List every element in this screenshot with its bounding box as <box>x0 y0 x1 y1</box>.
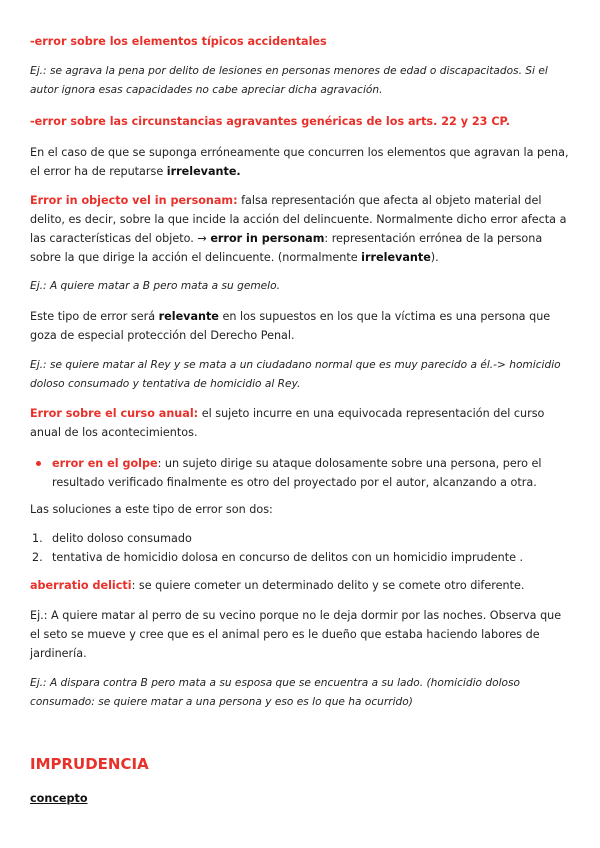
list-item-number: 1. <box>32 532 43 545</box>
heading-error-circunstancias: -error sobre las circunstancias agravantes genéricas de los arts. 22 y 23 CP. <box>30 115 510 128</box>
list-item <box>30 548 572 567</box>
list-item-text: delito doloso consumado <box>52 532 192 545</box>
list-item <box>30 529 572 548</box>
paragraph-aberratio <box>30 576 572 595</box>
paragraph-relevante <box>30 307 572 345</box>
paragraph-error-objeto <box>30 191 572 267</box>
term-irrelevante: irrelevante. <box>166 165 241 178</box>
example-esposa: Ej.: A dispara contra B pero mata a su esposa que se encuentra a su lado. (homicidio doloso consumado: se quiere matar a una persona y eso es lo que ha ocurrido) <box>30 677 520 708</box>
term-aberratio-delicti: aberratio delicti <box>30 579 132 592</box>
heading-imprudencia: IMPRUDENCIA <box>30 755 149 773</box>
paragraph-curso-anual-text: el sujeto incurre en una equivocada representación del curso anual de los acontecimientos. <box>30 407 545 439</box>
term-error-curso-anual: Error sobre el curso anual: <box>30 407 199 420</box>
example-perro: Ej.: A quiere matar al perro de su vecino porque no le deja dormir por las noches. Observa que el seto se mueve y cree que es el animal pero es le dueño que estaba haciendo labores de jardinería. <box>30 609 562 660</box>
list-item-text: tentativa de homicidio dolosa en concurso de delitos con un homicidio imprudente . <box>52 551 524 564</box>
paragraph-caso-text: En el caso de que se suponga erróneamente que concurren los elementos que agravan la pena, el error ha de reputarse <box>30 146 569 178</box>
paragraph-error-objeto-end: ). <box>430 251 439 264</box>
paragraph-relevante-text-2: en los supuestos en los que la víctima es una persona que goza de especial protección del Derecho Penal. <box>30 310 551 342</box>
paragraph-curso-anual <box>30 404 572 442</box>
ordered-list <box>30 529 572 567</box>
bullet-item-text: : un sujeto dirige su ataque dolosamente sobre una persona, pero el resultado verificado finalmente es otro del proyectado por el autor, alcanzando a otra. <box>52 457 542 489</box>
term-error-in-objecto: Error in objecto vel in personam: <box>30 194 238 207</box>
term-error-golpe: error en el golpe <box>52 457 158 470</box>
example-agravacion: Ej.: se agrava la pena por delito de lesiones en personas menores de edad o discapacitados. Si el autor ignora esas capacidades no cabe apreciar dicha agravación. <box>30 65 548 96</box>
example-rey: Ej.: se quiere matar al Rey y se mata a un ciudadano normal que es muy parecido a él.-> homicidio doloso consumado y tentativa de homicidio al Rey. <box>30 359 561 390</box>
term-error-in-personam: error in personam <box>210 232 325 245</box>
paragraph-error-objeto-text: falsa representación que afecta al objeto material del delito, es decir, sobre la que incide la acción del delincuente. Normalmente dicho error afecta a las características del objeto. → <box>30 194 567 245</box>
bullet-dot-icon <box>36 461 41 466</box>
bullet-item <box>30 454 572 492</box>
term-irrelevante-2: irrelevante <box>361 251 431 264</box>
paragraph-aberratio-text: : se quiere cometer un determinado delito y se comete otro diferente. <box>131 579 525 592</box>
list-item-number: 2. <box>32 551 43 564</box>
paragraph-relevante-text: Este tipo de error será <box>30 310 159 323</box>
paragraph-soluciones: Las soluciones a este tipo de error son dos: <box>30 503 273 516</box>
paragraph-error-objeto-text-2: : representación errónea de la persona sobre la que dirige la acción el delincuente. (normalmente <box>30 232 543 264</box>
heading-error-elementos: -error sobre los elementos típicos accidentales <box>30 35 327 48</box>
example-gemelo: Ej.: A quiere matar a B pero mata a su gemelo. <box>30 280 280 292</box>
paragraph-caso <box>30 143 572 181</box>
heading-concepto: concepto <box>30 792 88 805</box>
term-relevante: relevante <box>158 310 219 323</box>
